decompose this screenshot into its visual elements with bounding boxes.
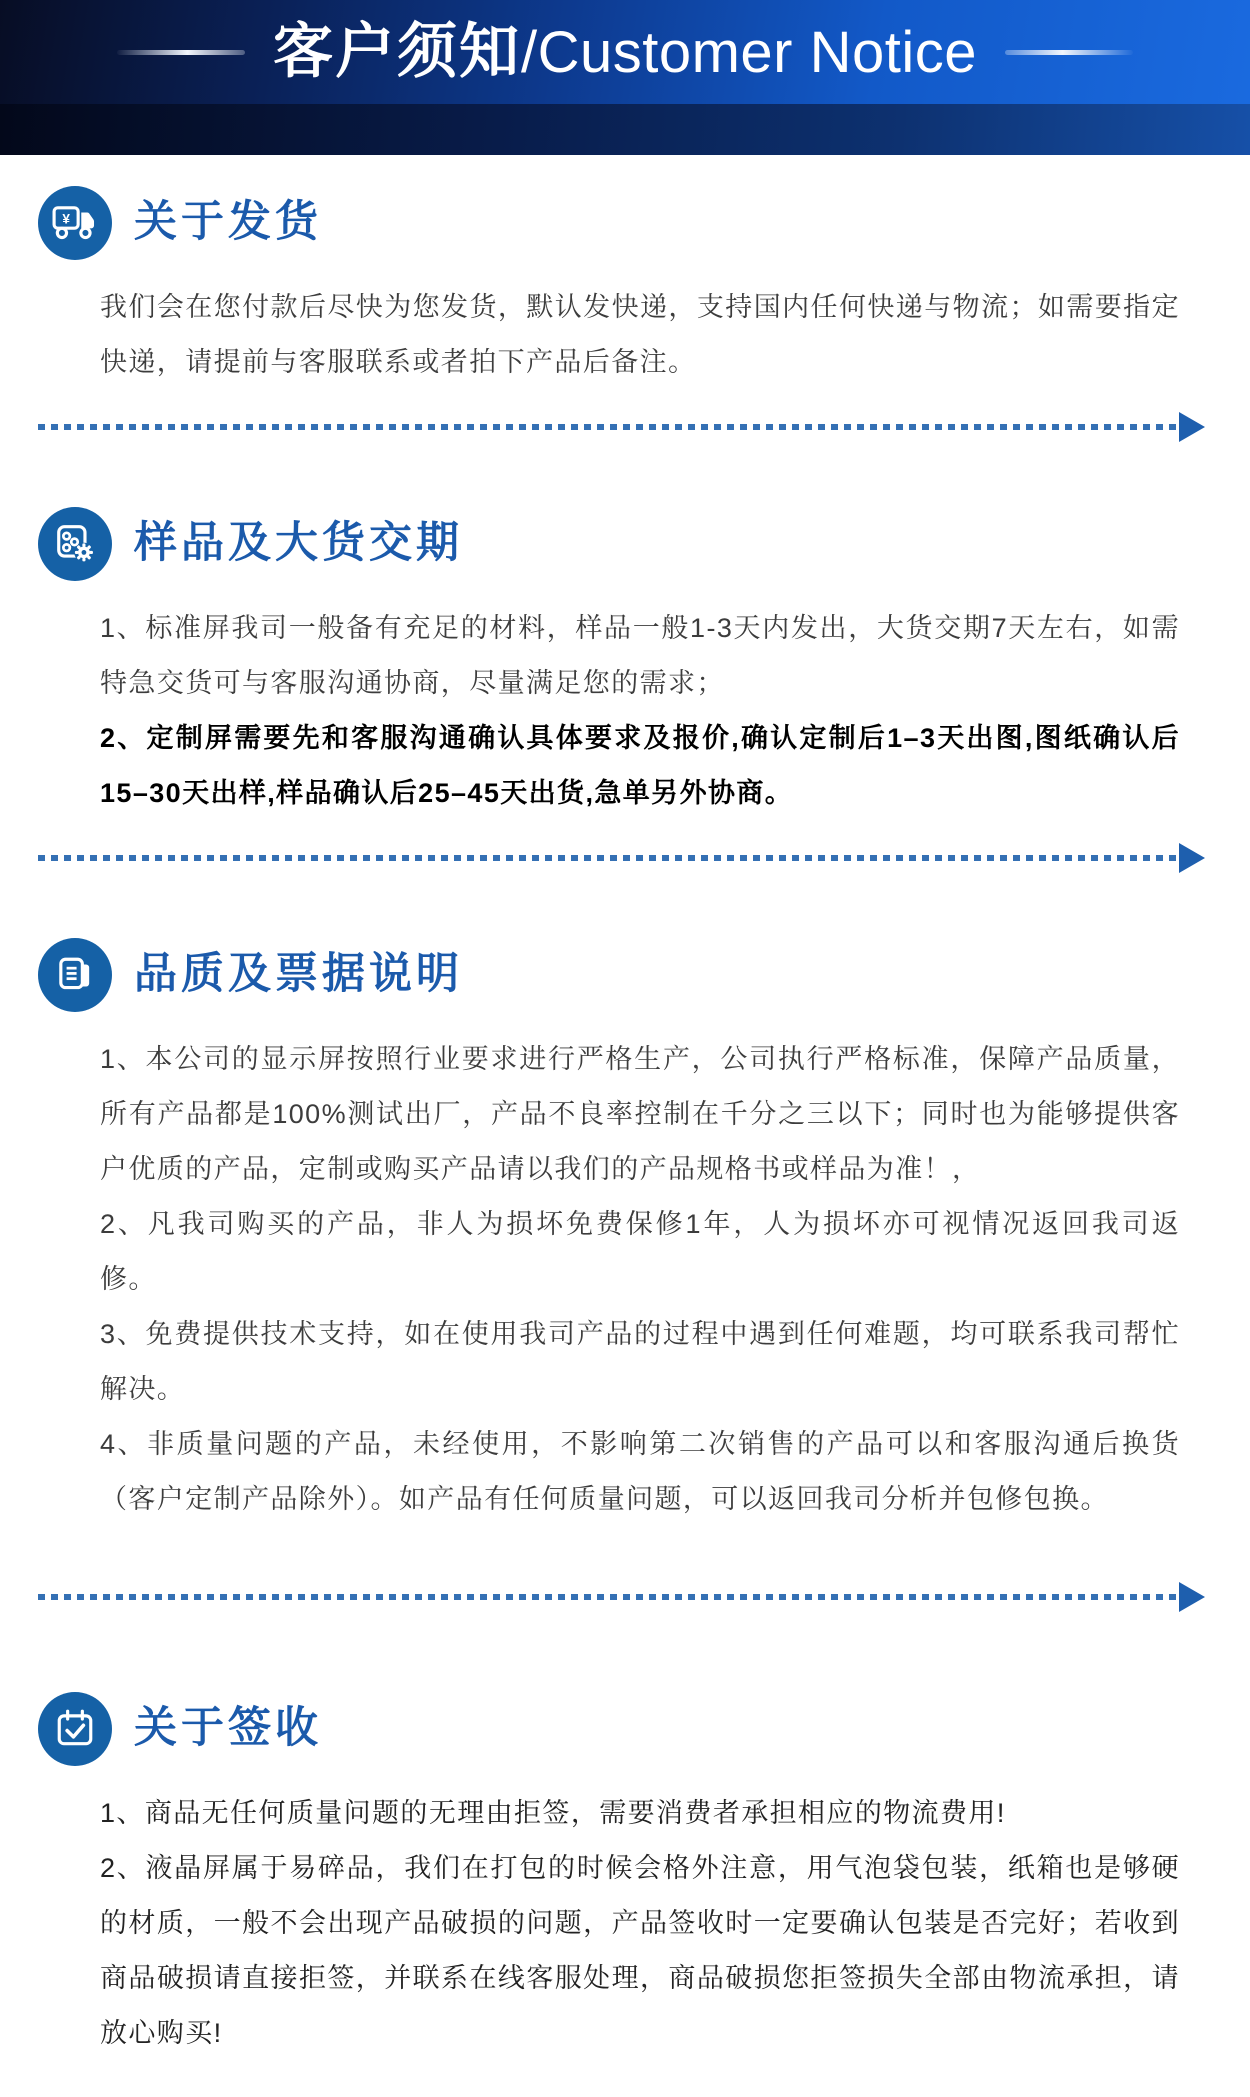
section-divider (38, 412, 1205, 442)
banner (0, 0, 1250, 155)
dashed-line (38, 424, 1176, 430)
section-acceptance-body (100, 1786, 1180, 2061)
section-acceptance-title: 关于签收 (134, 1704, 322, 1753)
section-shipping-title: 关于发货 (134, 198, 322, 247)
section-quality-body (100, 1032, 1180, 1527)
section-shipping (38, 186, 1250, 390)
section-lead-time-body (100, 601, 1180, 821)
paragraph: 1、本公司的显示屏按照行业要求进行严格生产，公司执行严格标准，保障产品质量，所有产品都是100%测试出厂，产品不良率控制在千分之三以下；同时也为能够提供客户优质的产品，定制或购买产品请以我们的产品规格书或样品为准！， (100, 1044, 1180, 1184)
banner-gradient-bar (0, 0, 1250, 104)
section-lead-time-title: 样品及大货交期 (134, 519, 463, 568)
dashed-line (38, 1594, 1176, 1600)
paragraph: 2、凡我司购买的产品，非人为损坏免费保修1年，人为损坏亦可视情况返回我司返修。 (100, 1209, 1180, 1294)
banner-right-line (1005, 50, 1133, 55)
banner-shadow-band (0, 104, 1250, 155)
arrow-right-icon (1179, 843, 1205, 873)
section-quality (38, 938, 1250, 1527)
paragraph-bold: 2、定制屏需要先和客服沟通确认具体要求及报价,确认定制后1–3天出图,图纸确认后15–30天出样,样品确认后25–45天出货,急单另外协商。 (100, 723, 1180, 808)
section-shipping-header (38, 186, 1250, 260)
truck-yuan-icon (38, 186, 112, 260)
section-lead-time (38, 507, 1250, 821)
calendar-check-icon (38, 1692, 112, 1766)
paragraph: 3、免费提供技术支持，如在使用我司产品的过程中遇到任何难题，均可联系我司帮忙解决。 (100, 1319, 1180, 1404)
notice-content (0, 186, 1250, 2061)
section-lead-time-header (38, 507, 1250, 581)
invoice-document-icon (38, 938, 112, 1012)
section-divider (38, 1582, 1205, 1612)
page-title (272, 18, 978, 85)
section-quality-title: 品质及票据说明 (134, 950, 463, 999)
sample-gear-icon (38, 507, 112, 581)
dashed-line (38, 855, 1176, 861)
banner-left-line (117, 50, 245, 55)
arrow-right-icon (1179, 1582, 1205, 1612)
paragraph: 1、商品无任何质量问题的无理由拒签，需要消费者承担相应的物流费用! (100, 1798, 1006, 1828)
section-acceptance-header (38, 1692, 1250, 1766)
arrow-right-icon (1179, 412, 1205, 442)
section-shipping-body (100, 280, 1180, 390)
paragraph: 我们会在您付款后尽快为您发货，默认发快递，支持国内任何快递与物流；如需要指定快递，请提前与客服联系或者拍下产品后备注。 (100, 292, 1180, 377)
paragraph: 2、液晶屏属于易碎品，我们在打包的时候会格外注意，用气泡袋包装，纸箱也是够硬的材质，一般不会出现产品破损的问题，产品签收时一定要确认包装是否完好；若收到商品破损请直接拒签，并联系在线客服处理，商品破损您拒签损失全部由物流承担，请放心购买! (100, 1853, 1180, 2048)
page-title-chinese: 客户须知 (272, 18, 521, 85)
paragraph: 4、非质量问题的产品，未经使用，不影响第二次销售的产品可以和客服沟通后换货（客户定制产品除外）。如产品有任何质量问题，可以返回我司分析并包修包换。 (100, 1429, 1180, 1514)
svg-text:¥: ¥ (62, 211, 70, 227)
section-quality-header (38, 938, 1250, 1012)
page-title-english: /Customer Notice (520, 20, 978, 85)
section-acceptance (38, 1692, 1250, 2061)
section-divider (38, 843, 1205, 873)
paragraph: 1、标准屏我司一般备有充足的材料，样品一般1-3天内发出，大货交期7天左右，如需特急交货可与客服沟通协商，尽量满足您的需求； (100, 613, 1180, 698)
